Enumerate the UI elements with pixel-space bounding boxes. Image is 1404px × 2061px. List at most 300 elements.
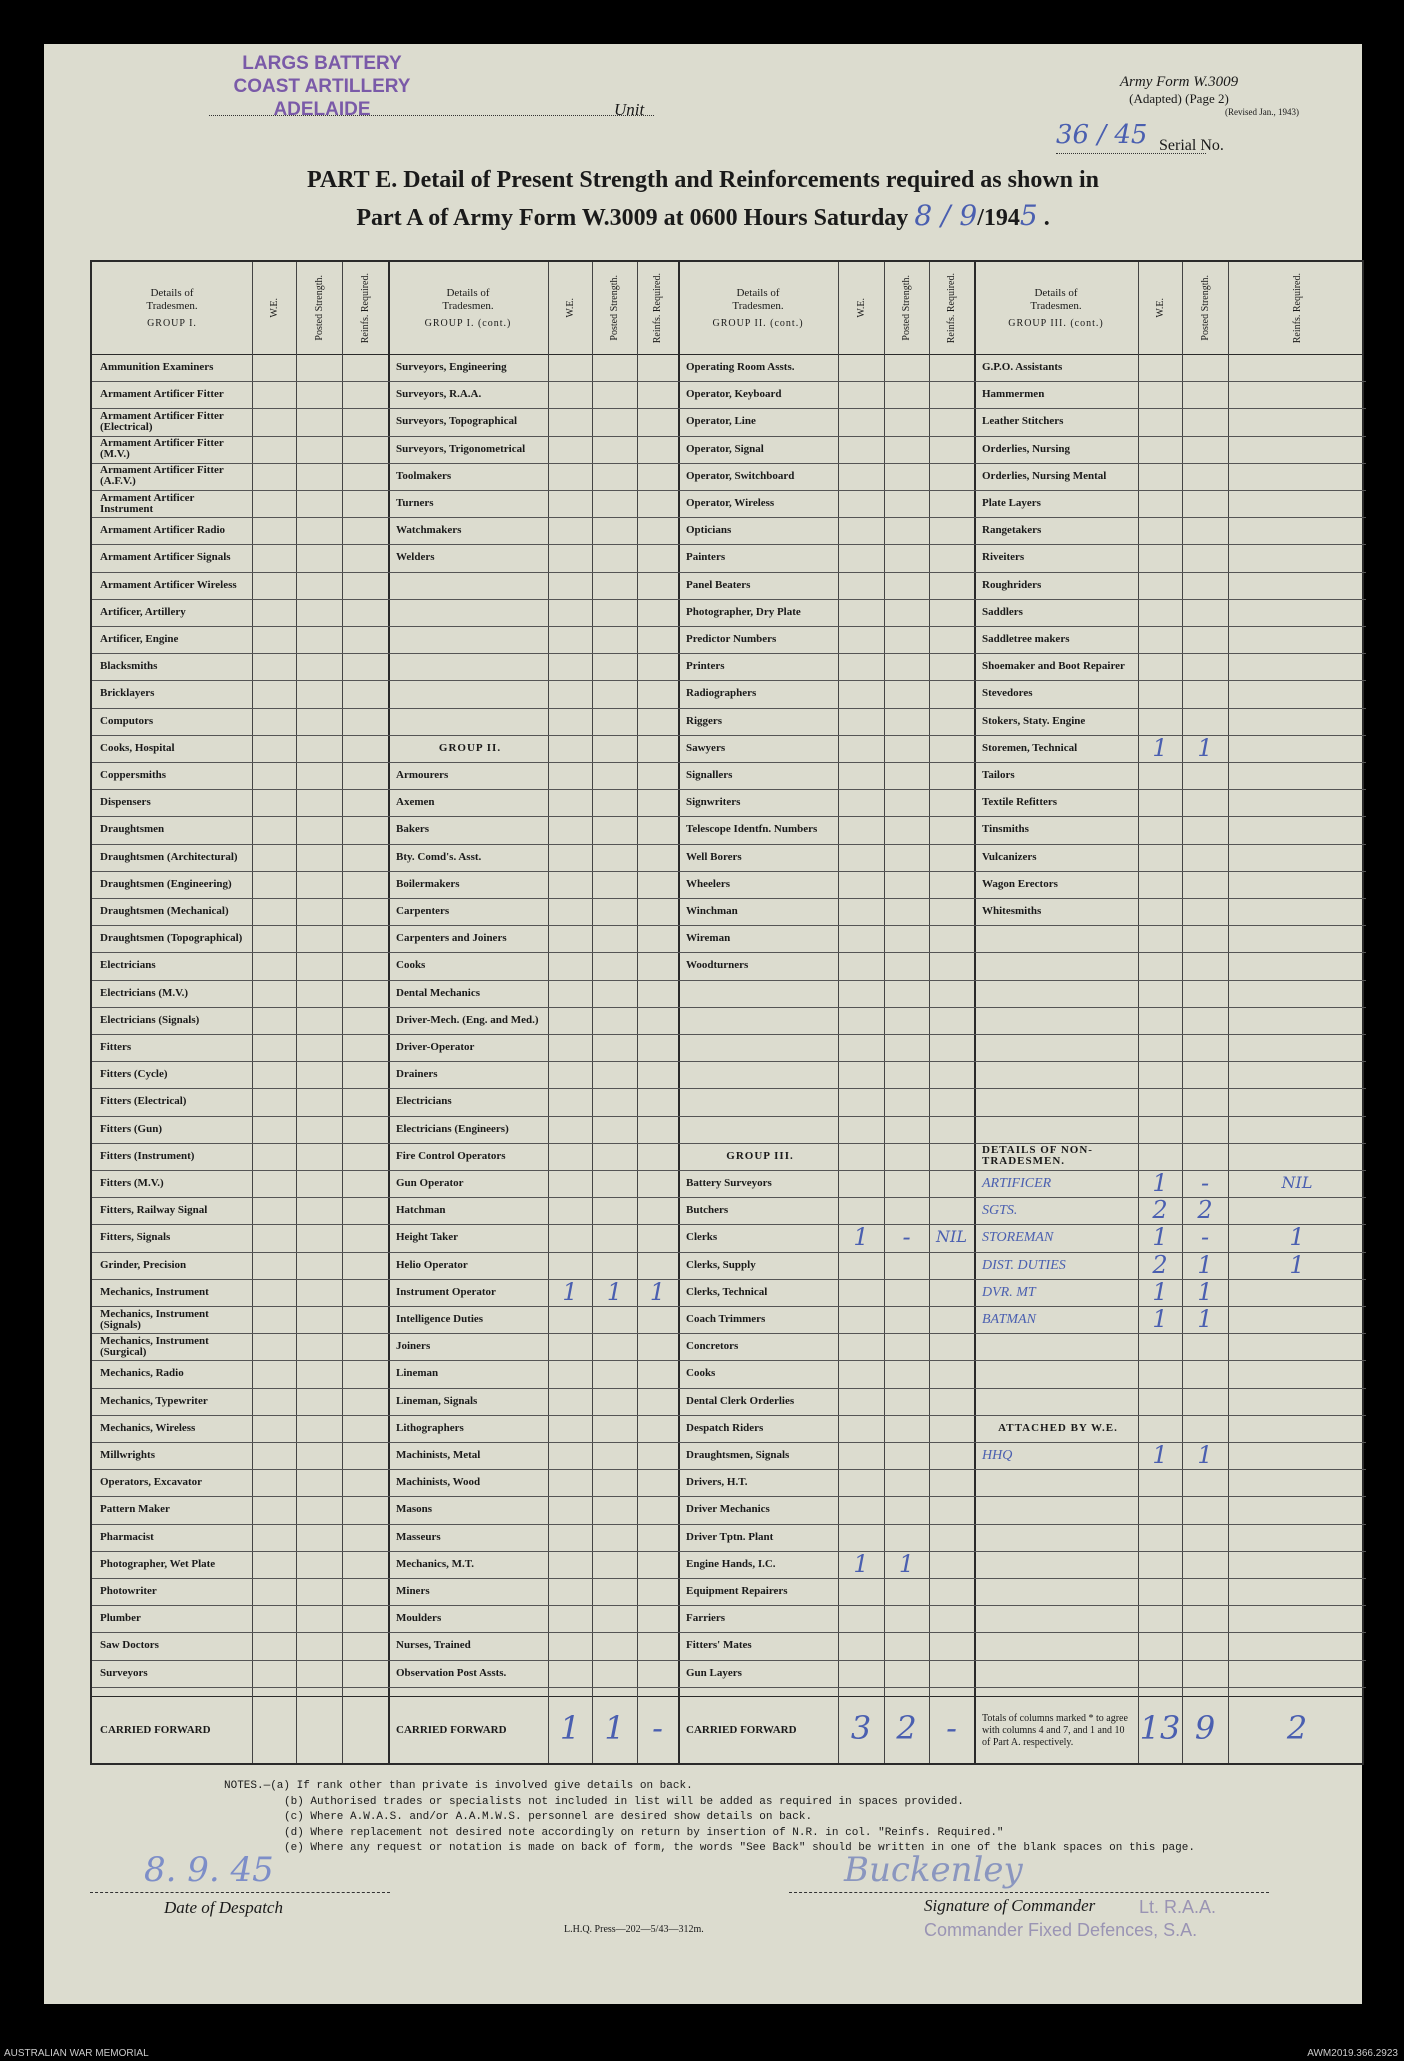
row-rule <box>388 1306 678 1307</box>
row-rule <box>974 789 1366 790</box>
row-rule <box>92 1170 388 1171</box>
row-rule <box>974 436 1366 437</box>
notes <box>224 1779 1195 1857</box>
posted-strength-header <box>1182 262 1228 354</box>
row-rule <box>974 381 1366 382</box>
unit-stamp <box>212 52 432 121</box>
trade-label: Observation Post Assts. <box>396 1666 507 1679</box>
trade-label: Machinists, Metal <box>396 1449 481 1462</box>
form-ref-line1: Army Form W.3009 <box>1119 74 1239 90</box>
row-rule <box>678 653 974 654</box>
trade-label: Watchmakers <box>396 524 462 537</box>
row-rule <box>974 599 1366 600</box>
trade-label: Predictor Numbers <box>686 633 777 646</box>
posted-strength-header-text: Posted Strength. <box>1199 275 1211 341</box>
row-rule <box>388 1007 678 1008</box>
posted-strength-header-text: Posted Strength. <box>901 275 912 341</box>
row-rule <box>974 952 1366 953</box>
trade-label: Riveiters <box>982 551 1025 564</box>
row-rule <box>678 1388 974 1389</box>
handwritten-entry: 1 <box>1152 1441 1168 1469</box>
row-rule <box>678 1442 974 1443</box>
handwritten-entry: 1 <box>898 1549 915 1578</box>
trade-label: Operator, Wireless <box>686 497 775 510</box>
handwritten-entry: 1 <box>853 1549 869 1578</box>
trade-label: Winchman <box>686 905 738 918</box>
row-rule <box>388 844 678 845</box>
row-rule <box>974 653 1366 654</box>
row-rule <box>974 1524 1366 1525</box>
handwritten-entry: 1 <box>649 1277 666 1306</box>
row-rule <box>974 1333 1366 1334</box>
row-rule <box>678 1333 974 1334</box>
carried-forward-value: - <box>652 1709 663 1747</box>
carried-forward-value: - <box>946 1709 957 1747</box>
form-reference <box>1059 74 1299 117</box>
column-divider <box>678 262 680 1763</box>
trade-label: Mechanics, Radio <box>100 1367 184 1380</box>
trade-label: Instrument Operator <box>396 1285 496 1298</box>
row-rule <box>92 1224 388 1225</box>
row-rule <box>92 952 388 953</box>
note-e: (e) Where any request or notation is made on back of form, the words "See Back" should be written in one of the blank spaces on this page. <box>284 1842 1195 1854</box>
reinfs-required-header-text: Reinfs. Required. <box>946 272 957 344</box>
trade-label: Electricians (Signals) <box>100 1013 200 1026</box>
trade-label: Electricians <box>396 1095 452 1108</box>
group1-cont-header <box>388 262 548 354</box>
row-rule <box>388 517 678 518</box>
trade-label: Fitters' Mates <box>686 1639 752 1652</box>
carried-forward-value: 13 <box>1139 1709 1181 1747</box>
signature-hand: Buckenley <box>844 1850 1023 1890</box>
row-rule <box>92 490 388 491</box>
group1-header <box>92 262 252 354</box>
row-rule <box>678 1252 974 1253</box>
trade-label: Armament Artificer Radio <box>100 524 226 537</box>
row-rule <box>388 762 678 763</box>
posted-strength-header <box>592 262 637 354</box>
row-rule <box>92 1578 388 1579</box>
row-rule <box>678 1469 974 1470</box>
carried-forward-value: 9 <box>1194 1709 1216 1747</box>
handwritten-entry: 1 <box>1289 1250 1305 1279</box>
row-rule <box>388 1687 678 1688</box>
carried-forward-value: 2 <box>896 1709 917 1747</box>
note-d: (d) Where replacement not desired note accordingly on return by insertion of N.R. in col. "Reinfs. Required." <box>284 1826 1004 1839</box>
trade-label: Fitters <box>100 1041 132 1054</box>
despatch-date-hand: 8. 9. 45 <box>144 1850 274 1890</box>
trade-label: G.P.O. Assistants <box>982 361 1063 374</box>
trade-label: Signwriters <box>686 796 741 809</box>
trade-label: Mechanics, Instrument (Surgical) <box>100 1334 209 1358</box>
row-rule <box>974 1687 1366 1688</box>
row-rule <box>92 1442 388 1443</box>
row-rule <box>678 1415 974 1416</box>
row-rule <box>92 980 388 981</box>
row-rule <box>388 1197 678 1198</box>
serial-label: Serial No. <box>1159 137 1224 154</box>
row-rule <box>974 572 1366 573</box>
title-line1: PART E. Detail of Present Strength and Reinforcements required as shown in <box>306 167 1100 193</box>
trade-label: Coach Trimmers <box>686 1313 766 1326</box>
row-rule <box>388 1442 678 1443</box>
row-rule <box>92 1197 388 1198</box>
row-rule <box>678 1632 974 1633</box>
trade-label: Whitesmiths <box>982 905 1042 918</box>
trade-label: Leather Stitchers <box>982 415 1064 428</box>
row-rule <box>92 680 388 681</box>
column-divider <box>592 262 593 1763</box>
trade-label: Draughtsmen, Signals <box>686 1449 790 1462</box>
trade-label: Photographer, Wet Plate <box>100 1557 216 1570</box>
row-rule <box>92 1116 388 1117</box>
trade-label: Fire Control Operators <box>396 1149 506 1162</box>
trade-label: Millwrights <box>100 1449 155 1462</box>
note-a: NOTES.—(a) If rank other than private is involved give details on back. <box>224 1780 693 1792</box>
row-rule <box>974 463 1366 464</box>
trade-label: Armament Artificer Fitter (A.F.V.) <box>100 464 224 488</box>
trade-label: GROUP III. <box>726 1149 794 1162</box>
row-rule <box>678 436 974 437</box>
row-rule <box>678 844 974 845</box>
column-divider <box>974 262 976 1763</box>
credit-right: AWM2019.366.2923 <box>1307 2048 1398 2059</box>
details-header-label: Details of Tradesmen. <box>442 286 494 312</box>
row-rule <box>388 463 678 464</box>
trade-label: SGTS. <box>982 1203 1018 1219</box>
trade-label: Riggers <box>686 714 723 727</box>
row-rule <box>388 871 678 872</box>
handwritten-entry: - <box>1200 1169 1210 1197</box>
trade-label: Pharmacist <box>100 1530 154 1543</box>
trade-label: Draughtsmen (Mechanical) <box>100 905 229 918</box>
row-rule <box>974 1061 1366 1062</box>
row-rule <box>678 1034 974 1035</box>
trade-label: Axemen <box>396 796 435 809</box>
trade-label: Driver Tptn. Plant <box>686 1530 774 1543</box>
handwritten-entry: 1 <box>1197 1277 1213 1306</box>
unit-dotline <box>209 115 654 116</box>
handwritten-entry: 1 <box>1152 1277 1168 1306</box>
row-rule <box>974 1388 1366 1389</box>
group3-cont-header <box>974 262 1138 354</box>
form-ref-line2: (Adapted) (Page 2) <box>1129 91 1229 106</box>
row-rule <box>92 1007 388 1008</box>
trade-label: Battery Surveyors <box>686 1177 772 1190</box>
we-header-text: W.E. <box>268 298 280 318</box>
reinfs-required-header <box>929 262 974 354</box>
row-rule <box>92 1360 388 1361</box>
row-rule <box>92 1496 388 1497</box>
row-rule <box>92 653 388 654</box>
trade-label: Masseurs <box>396 1530 441 1543</box>
row-rule <box>678 925 974 926</box>
group-header-label: GROUP I. <box>147 317 197 329</box>
trade-label: Blacksmiths <box>100 660 158 673</box>
row-rule <box>678 1116 974 1117</box>
row-rule <box>678 599 974 600</box>
despatch-label: Date of Despatch <box>164 1898 283 1917</box>
trade-label: Sawyers <box>686 741 726 754</box>
row-rule <box>678 572 974 573</box>
row-rule <box>678 680 974 681</box>
group-header-label: GROUP III. (cont.) <box>1008 317 1104 329</box>
row-rule <box>678 1061 974 1062</box>
row-rule <box>678 517 974 518</box>
we-header <box>548 262 592 354</box>
row-rule <box>92 1279 388 1280</box>
stamp-line2: COAST ARTILLERY <box>233 76 411 97</box>
row-rule <box>974 490 1366 491</box>
trade-label: Armament Artificer Instrument <box>100 491 195 515</box>
row-rule <box>388 1578 678 1579</box>
row-rule <box>974 1496 1366 1497</box>
trade-label: Driver-Mech. (Eng. and Med.) <box>396 1013 539 1026</box>
row-rule <box>388 544 678 545</box>
row-rule <box>974 1605 1366 1606</box>
row-rule <box>678 1170 974 1171</box>
row-rule <box>92 898 388 899</box>
trade-label: Mechanics, Wireless <box>100 1421 196 1434</box>
trade-label: Electricians (Engineers) <box>396 1122 509 1135</box>
trade-label: Telescope Identfn. Numbers <box>686 823 818 836</box>
handwritten-entry: NIL <box>1281 1173 1313 1192</box>
handwritten-entry: 1 <box>1197 1305 1213 1333</box>
signature-dotline <box>789 1892 1269 1893</box>
trade-label: Cooks <box>396 959 426 972</box>
row-rule <box>92 925 388 926</box>
trade-label: Drivers, H.T. <box>686 1476 748 1489</box>
row-rule <box>388 1088 678 1089</box>
handwritten-entry: 1 <box>562 1277 578 1306</box>
row-rule <box>974 1632 1366 1633</box>
trade-label: Surveyors, Trigonometrical <box>396 442 526 455</box>
handwritten-entry: 1 <box>1152 1169 1168 1197</box>
column-divider <box>838 262 839 1763</box>
carried-forward-value: 1 <box>604 1709 625 1747</box>
trade-label: Operator, Line <box>686 415 756 428</box>
trade-label: Wagon Erectors <box>982 877 1058 890</box>
column-divider <box>929 262 930 1763</box>
row-rule <box>678 980 974 981</box>
trade-label: Photographer, Dry Plate <box>686 605 801 618</box>
strength-table <box>90 260 1364 1765</box>
posted-strength-header-text: Posted Strength. <box>609 275 620 341</box>
row-rule <box>678 1143 974 1144</box>
posted-strength-header-text: Posted Strength. <box>313 275 325 341</box>
row-rule <box>678 708 974 709</box>
form-ref-line3: (Revised Jan., 1943) <box>1225 107 1299 117</box>
row-rule <box>678 1660 974 1661</box>
row-rule <box>92 1605 388 1606</box>
trade-label: Drainers <box>396 1068 438 1081</box>
row-rule <box>388 1551 678 1552</box>
reinfs-required-header-text: Reinfs. Required. <box>652 272 663 344</box>
details-header-label: Details of Tradesmen. <box>146 286 198 312</box>
trade-label: Driver Mechanics <box>686 1503 770 1516</box>
handwritten-entry: 1 <box>1152 1305 1168 1333</box>
trade-label: Intelligence Duties <box>396 1313 484 1326</box>
trade-label: Dispensers <box>100 796 151 809</box>
row-rule <box>678 1687 974 1688</box>
row-rule <box>678 1578 974 1579</box>
row-rule <box>678 871 974 872</box>
handwritten-entry: 2 <box>1197 1196 1213 1225</box>
row-rule <box>92 1034 388 1035</box>
trade-label: Height Taker <box>396 1231 459 1244</box>
trade-label: Draughtsmen (Architectural) <box>100 850 238 863</box>
trade-label: Operating Room Assts. <box>686 361 795 374</box>
trade-label: Stevedores <box>982 687 1033 700</box>
part-e-title <box>44 162 1362 236</box>
details-header-label: Details of Tradesmen. <box>732 286 784 312</box>
trade-label: Clerks <box>686 1231 718 1244</box>
trade-label: Concretors <box>686 1340 739 1353</box>
reinfs-required-header <box>1228 262 1366 354</box>
trade-label: Painters <box>686 551 726 564</box>
header-rule <box>92 354 1362 355</box>
handwritten-entry: 2 <box>1152 1196 1168 1225</box>
trade-label: Joiners <box>396 1340 431 1353</box>
row-rule <box>92 1061 388 1062</box>
trade-label: Masons <box>396 1503 433 1516</box>
group-header-label: GROUP I. (cont.) <box>424 317 512 329</box>
trade-label: Orderlies, Nursing Mental <box>982 469 1107 482</box>
trade-label: Operator, Keyboard <box>686 388 782 401</box>
trade-label: Shoemaker and Boot Repairer <box>982 660 1125 673</box>
trade-label: Operator, Signal <box>686 442 764 455</box>
row-rule <box>974 816 1366 817</box>
trade-label: Turners <box>396 497 434 510</box>
trade-label: Woodturners <box>686 959 749 972</box>
form-sheet <box>44 44 1362 2004</box>
trade-label: Saddlers <box>982 605 1023 618</box>
trade-label: Equipment Repairers <box>686 1585 788 1598</box>
column-divider <box>342 262 343 1763</box>
trade-label: Lineman, Signals <box>396 1394 478 1407</box>
row-rule <box>388 1360 678 1361</box>
row-rule <box>92 1687 388 1688</box>
trade-label: Fitters (M.V.) <box>100 1177 164 1190</box>
reinfs-required-header-text: Reinfs. Required. <box>359 272 371 344</box>
trade-label: Tinsmiths <box>982 823 1029 836</box>
handwritten-entry: - <box>902 1223 911 1252</box>
row-rule <box>92 1415 388 1416</box>
row-rule <box>388 735 678 736</box>
row-rule <box>678 898 974 899</box>
trade-label: Radiographers <box>686 687 757 700</box>
column-divider <box>1138 262 1139 1763</box>
trade-label: Butchers <box>686 1204 729 1217</box>
row-rule <box>974 680 1366 681</box>
handwritten-entry: - <box>1200 1223 1210 1252</box>
trade-label: Welders <box>396 551 435 564</box>
trade-label: Armament Artificer Fitter (Electrical) <box>100 409 224 433</box>
column-divider <box>388 262 390 1763</box>
row-rule <box>974 1469 1366 1470</box>
trade-label: Bty. Comd's. Asst. <box>396 850 482 863</box>
row-rule <box>388 680 678 681</box>
trade-label: Hammermen <box>982 388 1045 401</box>
totals-note: Totals of columns marked * to agree with columns 4 and 7, and 1 and 10 of Part A. respectively. <box>982 1712 1128 1748</box>
title-year-hand: 5 <box>1019 199 1038 232</box>
handwritten-entry: 1 <box>1197 1441 1213 1469</box>
row-rule <box>388 1170 678 1171</box>
trade-label: DETAILS OF NON-TRADESMEN. <box>982 1144 1093 1168</box>
row-rule <box>388 1252 678 1253</box>
trade-label: Draughtsmen <box>100 823 165 836</box>
row-rule <box>678 789 974 790</box>
trade-label: Lineman <box>396 1367 439 1380</box>
row-rule <box>678 1551 974 1552</box>
row-rule <box>92 735 388 736</box>
trade-label: Fitters, Railway Signal <box>100 1204 208 1217</box>
reinfs-required-header <box>637 262 678 354</box>
we-header-text: W.E. <box>564 298 576 318</box>
row-rule <box>92 1524 388 1525</box>
trade-label: Artificer, Artillery <box>100 605 186 618</box>
trade-label: Fitters (Gun) <box>100 1122 163 1135</box>
row-rule <box>92 1632 388 1633</box>
handwritten-entry: 2 <box>1152 1250 1168 1279</box>
trade-label: Carpenters and Joiners <box>396 932 507 945</box>
row-rule <box>388 1333 678 1334</box>
we-header <box>838 262 884 354</box>
details-header-label: Details of Tradesmen. <box>1030 286 1082 312</box>
trade-label: Fitters, Signals <box>100 1231 171 1244</box>
title-line2 <box>44 198 1362 236</box>
trade-label: Carpenters <box>396 905 450 918</box>
row-rule <box>92 1660 388 1661</box>
trade-label: Rangetakers <box>982 524 1042 537</box>
column-divider <box>296 262 297 1763</box>
trade-label: Textile Refitters <box>982 796 1058 809</box>
title-year: /194 <box>977 205 1020 231</box>
row-rule <box>92 789 388 790</box>
row-rule <box>388 1061 678 1062</box>
carried-forward-value: 3 <box>850 1709 872 1747</box>
row-rule <box>388 408 678 409</box>
trade-label: Machinists, Wood <box>396 1476 481 1489</box>
row-rule <box>974 1360 1366 1361</box>
row-rule <box>974 1088 1366 1089</box>
trade-label: Draughtsmen (Engineering) <box>100 877 232 890</box>
stamp-line1: LARGS BATTERY <box>242 53 402 74</box>
handwritten-entry: 1 <box>1152 733 1168 762</box>
row-rule <box>974 1034 1366 1035</box>
row-rule <box>388 898 678 899</box>
row-rule <box>388 1632 678 1633</box>
carried-forward-value: 2 <box>1286 1709 1308 1747</box>
row-rule <box>388 653 678 654</box>
row-rule <box>92 871 388 872</box>
row-rule <box>678 408 974 409</box>
row-rule <box>974 517 1366 518</box>
row-rule <box>974 980 1366 981</box>
trade-label: Panel Beaters <box>686 578 751 591</box>
trade-label: DVR. MT <box>982 1284 1036 1300</box>
row-rule <box>388 626 678 627</box>
trade-label: Gun Layers <box>686 1666 742 1679</box>
trade-label: STOREMAN <box>982 1230 1054 1246</box>
press-line: L.H.Q. Press—202—5/43—312m. <box>564 1924 704 1935</box>
handwritten-entry: 1 <box>606 1277 623 1306</box>
column-divider <box>884 262 885 1763</box>
row-rule <box>678 762 974 763</box>
trade-label: Surveyors, R.A.A. <box>396 388 482 401</box>
row-rule <box>388 1496 678 1497</box>
handwritten-entry: 1 <box>1197 1250 1213 1279</box>
